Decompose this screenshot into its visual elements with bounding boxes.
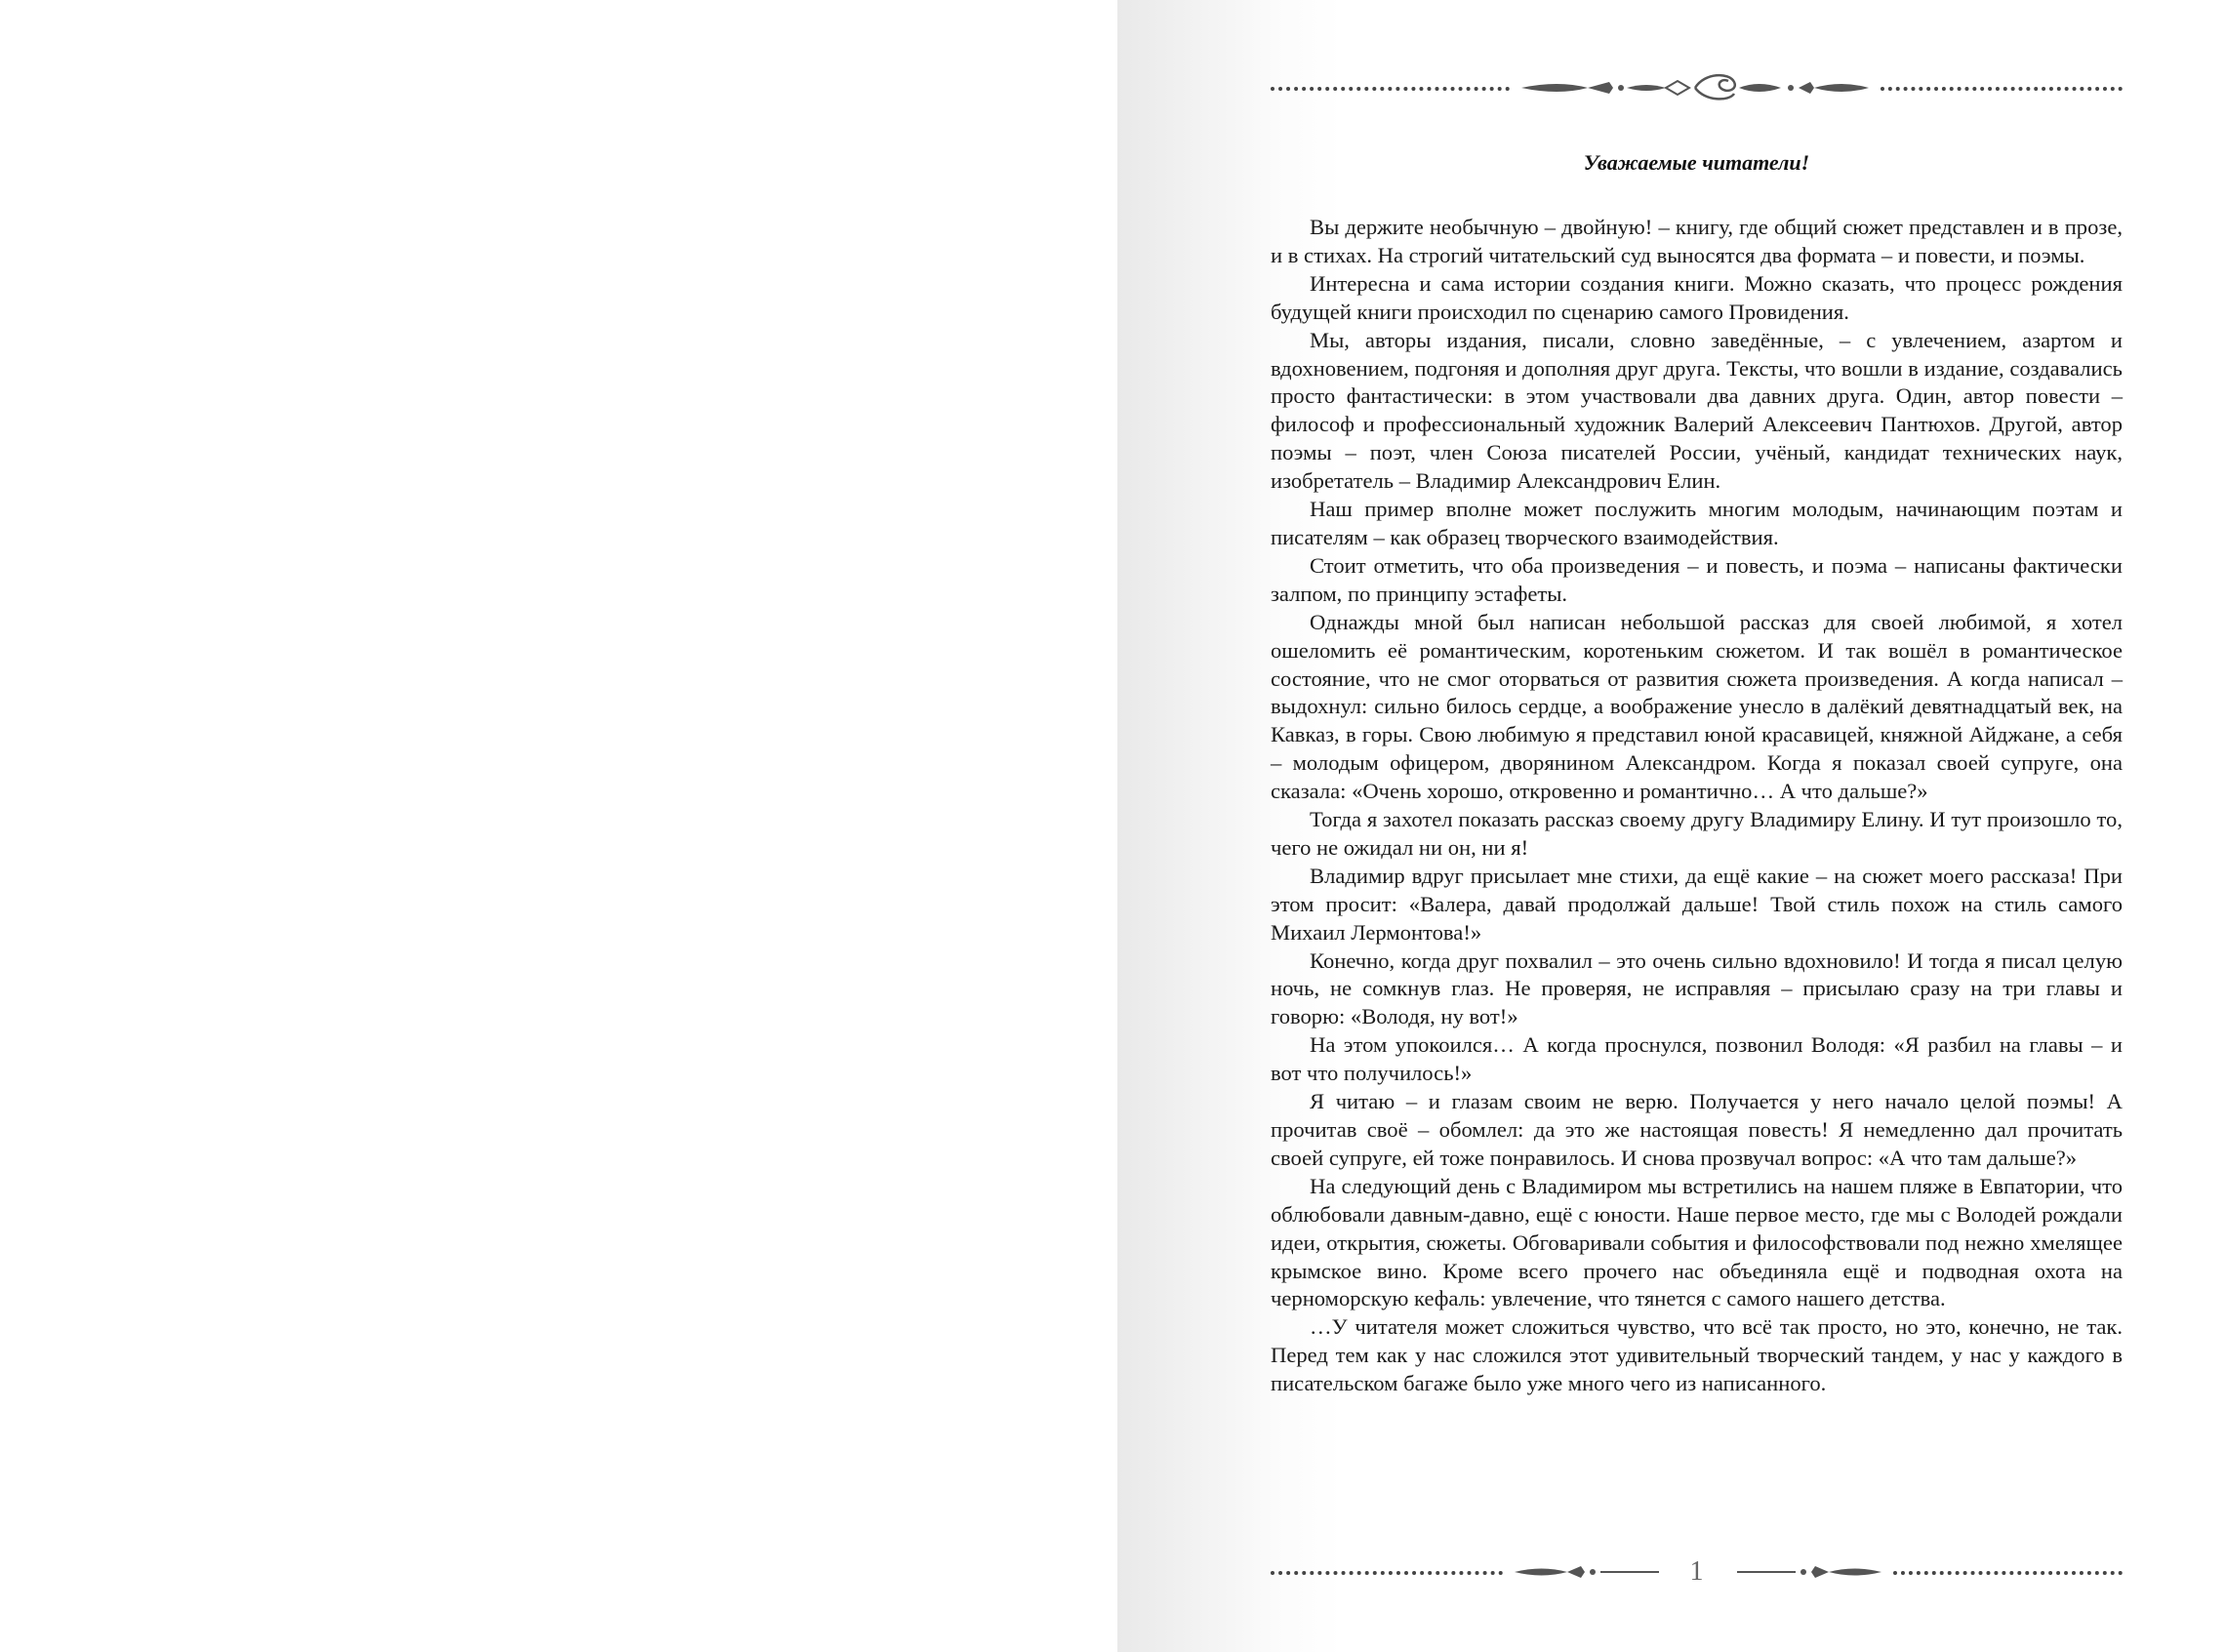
paragraph: На следующий день с Владимиром мы встретились на нашем пляже в Евпатории, что облюбовали давным-давно, ещё с юности. Наше первое место, где мы с Володей рождали идеи, открытия, сюжеты. Обговаривали события и философствовали под нежно хмелящее крымское вино. Кроме всего прочего нас объединяла ещё и подводная охота на черноморскую кефаль: увлечение, что тянется с самого нашего детства. — [1271, 1173, 2123, 1311]
paragraph: На этом упокоился… А когда проснулся, позвонил Володя: «Я разбил на главы – и вот что получилось!» — [1271, 1032, 2123, 1086]
footer-flourish-right-icon — [1733, 1552, 1884, 1592]
header-flourish-icon — [1519, 68, 1871, 107]
paragraph: Однажды мной был написан небольшой рассказ для своей любимой, я хотел ошеломить её романтическим, коротеньким сюжетом. И так вошёл в романтическое состояние, что не смог оторваться от развития сюжета произведения. А когда написал – выдохнул: сильно билось сердце, а воображение унесло в далёкий девятнадцатый век, на Кавказ, в горы. Свою любимую я представил юной красавицей, княжной Айджане, а себя – молодым офицером, дворянином Александром. Когда я показал своей супруге, она сказала: «Очень хорошо, откровенно и романтично… А что дальше?» — [1271, 609, 2123, 804]
paragraph: Конечно, когда друг похвалил – это очень сильно вдохновило! И тогда я писал целую ночь, не сомкнув глаз. Не проверяя, не исправляя – присылаю сразу на три главы и говорю: «Володя, ну вот!» — [1271, 947, 2123, 1029]
paragraph: Наш пример вполне может послужить многим молодым, начинающим поэтам и писателям – как образец творческого взаимодействия. — [1271, 497, 2123, 549]
paragraph: Тогда я захотел показать рассказ своему другу Владимиру Елину. И тут произошло то, чего не ожидал ни он, ни я! — [1271, 807, 2123, 860]
paragraph: Интересна и сама истории создания книги. Можно сказать, что процесс рождения будущей книги происходил по сценарию самого Провидения. — [1271, 270, 2123, 324]
paragraph: …У читателя может сложиться чувство, что всё так просто, но это, конечно, не так. Перед тем как у нас сложился этот удивительный творческий тандем, у нас у каждого в писательском багаже было уже много чего из написанного. — [1271, 1314, 2123, 1396]
paragraph: Владимир вдруг присылает мне стихи, да ещё какие – на сюжет моего рассказа! При этом просит: «Валера, давай продолжай дальше! Твой стиль похож на стиль самого Михаил Лермонтова!» — [1271, 863, 2123, 945]
header-ornament — [1271, 68, 2123, 107]
page-title: Уважаемые читатели! — [1583, 150, 1810, 175]
paragraph: Стоит отметить, что оба произведения – и повесть, и поэма – написаны фактически залпом, по принципу эстафеты. — [1271, 552, 2123, 606]
header-dotted-rule-right — [1881, 87, 2123, 91]
page-number-text: 1 — [1689, 1556, 1704, 1587]
paragraph: Вы держите необычную – двойную! – книгу, где общий сюжет представлен и в прозе, и в стихах. На строгий читательский суд выносятся два формата – и повести, и поэмы. — [1271, 215, 2123, 267]
body-text — [1271, 214, 2123, 1398]
paragraph: Я читаю – и глазам своим не верю. Получается у него начало целой поэмы! А прочитав своё – обомлел: да это же настоящая повесть! Я немедленно дал прочитать своей супруге, ей тоже понравилось. И снова прозвучал вопрос: «А что там дальше?» — [1271, 1089, 2123, 1170]
header-dotted-rule-left — [1271, 87, 1510, 91]
footer-ornament — [1271, 1552, 2123, 1592]
paragraph: Мы, авторы издания, писали, словно заведённые, – с увлечением, азартом и вдохновением, подгоняя и дополняя друг друга. Тексты, что вошли в издание, создавались просто фантастически: в этом участвовали два давних друга. Один, автор повести – философ и профессиональный художник Валерий Алексеевич Пантюхов. Другой, автор поэмы – поэт, член Союза писателей России, учёный, кандидат технических наук, изобретатель – Владимир Александрович Елин. — [1271, 327, 2123, 494]
footer-dotted-rule-right — [1893, 1571, 2123, 1575]
